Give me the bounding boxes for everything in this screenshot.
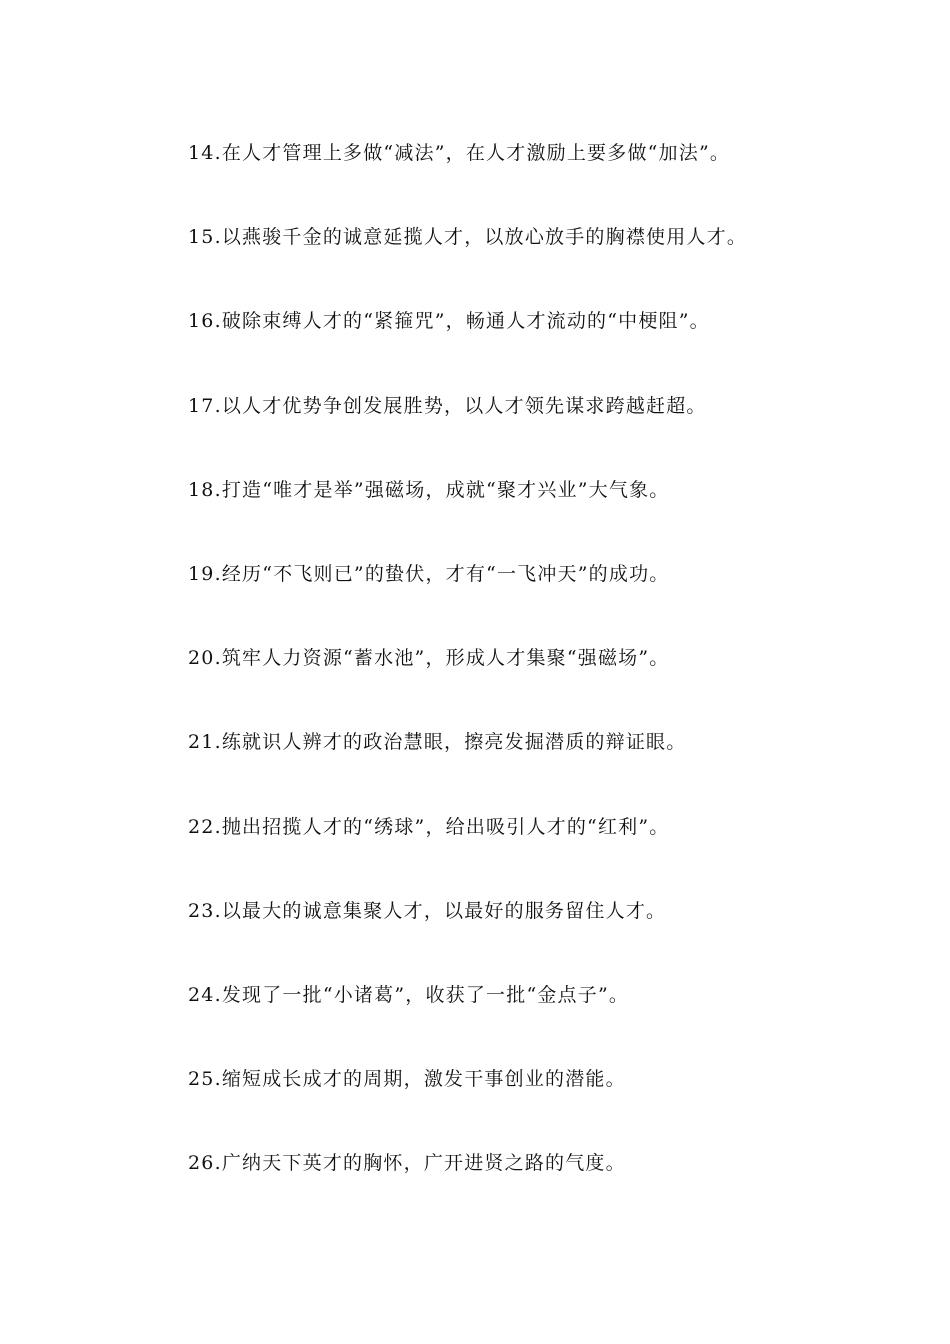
list-item: 15.以燕骏千金的诚意延揽人才，以放心放手的胸襟使用人才。 bbox=[188, 226, 748, 249]
list-item: 23.以最大的诚意集聚人才，以最好的服务留住人才。 bbox=[188, 899, 667, 922]
list-item: 22.抛出招揽人才的“绣球”，给出吸引人才的“红利”。 bbox=[188, 815, 670, 838]
list-item: 14.在人才管理上多做“减法”，在人才激励上要多做“加法”。 bbox=[188, 142, 731, 164]
list-item: 19.经历“不飞则已”的蛰伏，才有“一飞冲天”的成功。 bbox=[188, 562, 670, 585]
list-item: 20.筑牢人力资源“蓄水池”，形成人才集聚“强磁场”。 bbox=[188, 647, 670, 670]
slogan-list bbox=[188, 136, 888, 1230]
list-item: 17.以人才优势争创发展胜势，以人才领先谋求跨越赶超。 bbox=[188, 394, 707, 417]
list-item: 16.破除束缚人才的“紧箍咒”，畅通人才流动的“中梗阻”。 bbox=[188, 310, 710, 333]
list-item: 26.广纳天下英才的胸怀，广开进贤之路的气度。 bbox=[188, 1152, 626, 1175]
list-item: 25.缩短成长成才的周期，激发干事创业的潜能。 bbox=[188, 1068, 626, 1091]
list-item: 21.练就识人辨才的政治慧眼，擦亮发掘潜质的辩证眼。 bbox=[188, 731, 687, 754]
list-item: 18.打造“唯才是举”强磁场，成就“聚才兴业”大气象。 bbox=[188, 478, 670, 501]
list-item: 24.发现了一批“小诸葛”，收获了一批“金点子”。 bbox=[188, 983, 630, 1006]
